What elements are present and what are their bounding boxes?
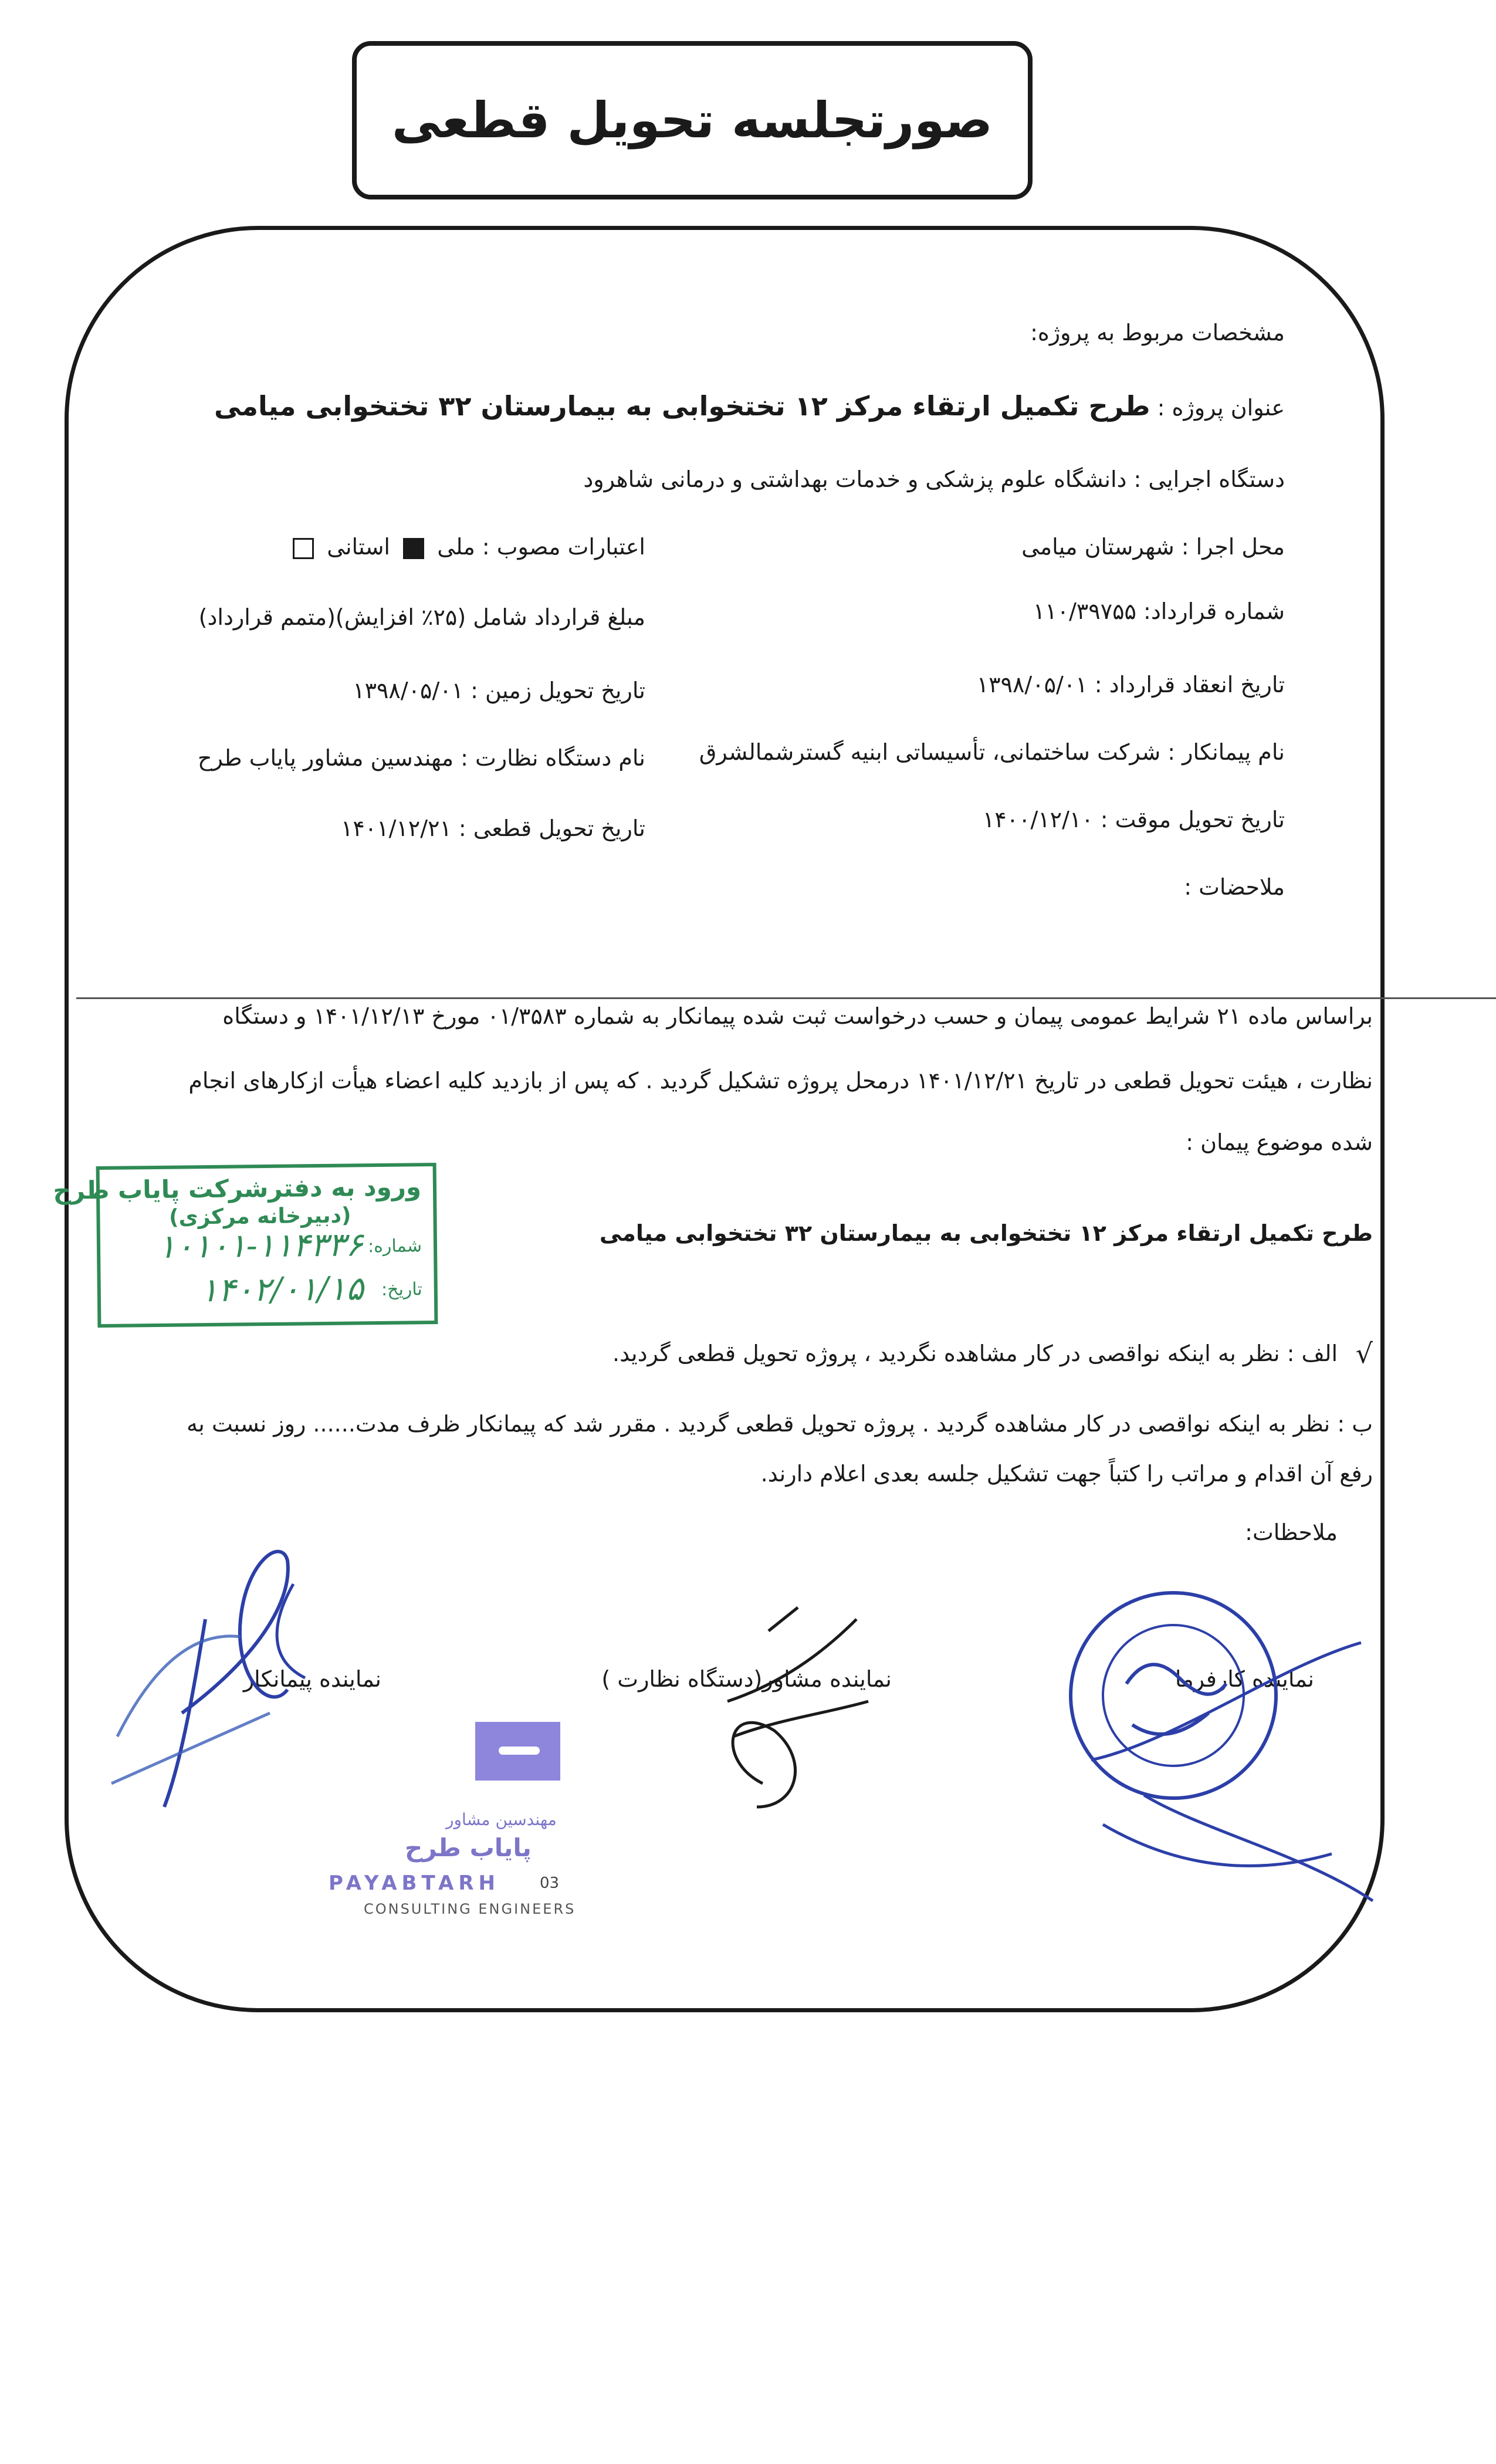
executor-field: دستگاه اجرایی : دانشگاه علوم پزشکی و خدمات بهداشتی و درمانی شاهرود [583,466,1285,492]
location-field: محل اجرا : شهرستان میامی [1021,534,1285,560]
check-mark: √ [1355,1338,1373,1369]
credit-provincial-label: استانی [327,534,390,560]
contractor-stamp-and-signature [94,1537,422,1842]
credits-label: اعتبارات مصوب : [482,534,645,560]
credits-field [287,534,645,560]
credit-provincial-checkbox [293,538,314,559]
remarks-label-2: ملاحظات: [1245,1519,1338,1545]
temp-delivery-date-field: تاریخ تحویل موقت : ۱۴۰۰/۱۲/۱۰ [982,807,1285,832]
final-delivery-date-field: تاریخ تحویل قطعی : ۱۴۰۱/۱۲/۲۱ [340,815,645,841]
remarks-label: ملاحضات : [1184,874,1285,900]
stamp-line-2: (دبیرخانه مرکزی) [168,1203,351,1230]
credit-national-label: ملی [437,534,475,560]
logo-fa-name: پایاب طرح [405,1833,532,1862]
stamp-date-label: تاریخ: [381,1279,422,1300]
registration-stamp [53,1163,438,1328]
option-b-line-2: رفع آن اقدام و مراتب را کتباً جهت تشکیل جلسه بعدی اعلام دارند. [760,1461,1373,1487]
contractor-field: نام پیمانکار : شرکت ساختمانی، تأسیساتی ابنیه گسترشمالشرق [699,739,1285,765]
stamp-number-value: ۱۰۱۰۱-۱۱۴۳۳۶ [157,1226,364,1266]
contractor-signature-label: نماینده پیمانکار [243,1666,381,1692]
page-title: صورتجلسه تحویل قطعی [352,41,1033,199]
body-line-1: براساس ماده ۲۱ شرایط عمومی پیمان و حسب درخواست ثبت شده پیمانکار به شماره ۰۱/۳۵۸۳ مورخ ۱۴۰۱/۱۲/۱۳ و دستگاه [222,1003,1373,1029]
consultant-signature-label: نماینده مشاور(دستگاه نظارت ) [601,1666,892,1692]
employer-stamp-and-signature [1056,1549,1385,1913]
body-line-2: نظارت ، هیئت تحویل قطعی در تاریخ ۱۴۰۱/۱۲/۲۱ درمحل پروژه تشکیل گردید . که پس از بازدید کلیه اعضاء هیأت ازکارهای انجام [188,1068,1373,1094]
logo-en-name: PAYABTARH [329,1871,500,1895]
section-divider [76,997,1496,999]
logo-en-sub: CONSULTING ENGINEERS [364,1901,576,1917]
stamp-number-label: شماره: [367,1236,422,1257]
stamp-date-value: ۱۴۰۲/۰۱/۱۵ [200,1270,364,1310]
project-name-value: طرح تکمیل ارتقاء مرکز ۱۲ تختخوابی به بیمارستان ۳۲ تختخوابی میامی [214,390,1150,422]
option-b-line-1: ب : نظر به اینکه نواقصی در کار مشاهده گردید . پروژه تحویل قطعی گردید . مقرر شد که پیمانکار ظرف مدت...... روز نسبت به [186,1411,1373,1437]
body-line-3: شده موضوع پیمان : [1186,1129,1373,1155]
project-title-row [214,390,1285,422]
land-delivery-date-field: تاریخ تحویل زمین : ۱۳۹۸/۰۵/۰۱ [353,678,645,703]
contract-amount-field: مبلغ قرارداد شامل (۲۵٪ افزایش)(متمم قرارداد) [198,604,645,630]
credit-national-checkbox [403,538,424,559]
stamp-line-1: ورود به دفترشرکت پایاب طرح [53,1172,422,1205]
project-name-label: عنوان پروژه : [1157,395,1285,421]
section-heading: مشخصات مربوط به پروژه: [1030,320,1285,346]
supervisor-field: نام دستگاه نظارت : مهندسین مشاور پایاب طرح [197,745,645,771]
project-title-repeat: طرح تکمیل ارتقاء مرکز ۱۲ تختخوابی به بیمارستان ۳۲ تختخوابی میامی [599,1220,1373,1246]
payabtarh-logo-icon [475,1722,560,1781]
employer-signature-label: نماینده کارفرما [1175,1666,1314,1692]
contract-number-field: شماره قرارداد: ۱۱۰/۳۹۷۵۵ [1033,598,1285,624]
option-a: الف : نظر به اینکه نواقصی در کار مشاهده نگردید ، پروژه تحویل قطعی گردید. [612,1341,1338,1366]
logo-code: 03 [540,1874,560,1892]
logo-fa-top: مهندسین مشاور [446,1810,557,1829]
contract-date-field: تاریخ انعقاد قرارداد : ۱۳۹۸/۰۵/۰۱ [976,672,1285,698]
consultant-signature [692,1584,880,1830]
